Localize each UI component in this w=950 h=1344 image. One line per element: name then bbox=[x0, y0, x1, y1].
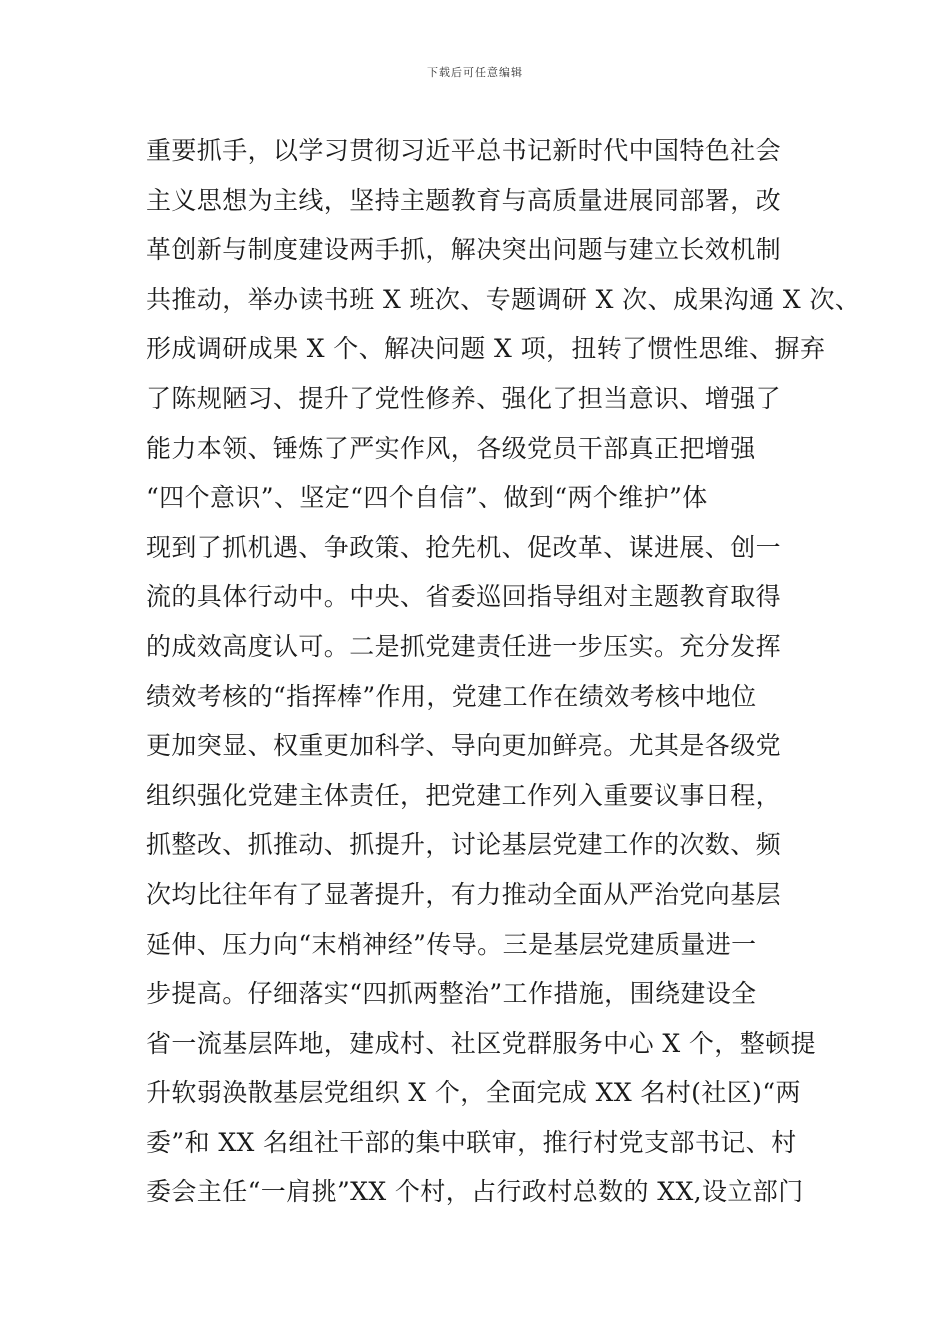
body-line: 的成效高度认可。二是抓党建责任进一步压实。充分发挥 bbox=[146, 631, 782, 661]
body-line: 形成调研成果 X 个、解决问题 X 项，扭转了惯性思维、摒弃 bbox=[146, 334, 826, 364]
body-line: 绩效考核的“指挥棒”作用，党建工作在绩效考核中地位 bbox=[146, 681, 757, 711]
body-line: 步提高。仔细落实“四抓两整治”工作措施，围绕建设全 bbox=[146, 979, 757, 1009]
body-line: 更加突显、权重更加科学、导向更加鲜亮。尤其是各级党 bbox=[146, 731, 782, 761]
document-body bbox=[146, 126, 861, 1217]
body-line: 委会主任“一肩挑”XX 个村，占行政村总数的 XX,设立部门 bbox=[146, 1177, 804, 1207]
body-line: “四个意识”、坚定“四个自信”、做到“两个维护”体 bbox=[146, 483, 708, 513]
page-header-note: 下载后可任意编辑 bbox=[427, 66, 523, 79]
body-line: 重要抓手，以学习贯彻习近平总书记新时代中国特色社会 bbox=[146, 136, 782, 165]
body-line: 次均比往年有了显著提升，有力推动全面从严治党向基层 bbox=[146, 879, 782, 909]
body-line: 共推动，举办读书班 X 班次、专题调研 X 次、成果沟通 X 次、 bbox=[146, 284, 861, 314]
body-line: 升软弱涣散基层党组织 X 个，全面完成 XX 名村(社区)“两 bbox=[146, 1078, 801, 1108]
body-line: 能力本领、锤炼了严实作风，各级党员干部真正把增强 bbox=[146, 433, 756, 463]
body-line: 了陈规陋习、提升了党性修养、强化了担当意识、增强了 bbox=[146, 383, 782, 413]
body-line: 省一流基层阵地，建成村、社区党群服务中心 X 个，整顿提 bbox=[146, 1028, 816, 1058]
body-line: 抓整改、抓推动、抓提升，讨论基层党建工作的次数、频 bbox=[146, 830, 782, 860]
body-line: 组织强化党建主体责任，把党建工作列入重要议事日程， bbox=[146, 780, 782, 810]
body-line: 革创新与制度建设两手抓，解决突出问题与建立长效机制 bbox=[146, 235, 782, 265]
body-line: 委”和 XX 名组社干部的集中联审，推行村党支部书记、村 bbox=[146, 1127, 797, 1157]
body-line: 流的具体行动中。中央、省委巡回指导组对主题教育取得 bbox=[146, 582, 782, 612]
body-line: 延伸、压力向“末梢神经”传导。三是基层党建质量进一 bbox=[146, 929, 757, 959]
body-line: 主义思想为主线，坚持主题教育与高质量进展同部署，改 bbox=[146, 185, 782, 215]
body-line: 现到了抓机遇、争政策、抢先机、促改革、谋进展、创一 bbox=[146, 532, 782, 562]
